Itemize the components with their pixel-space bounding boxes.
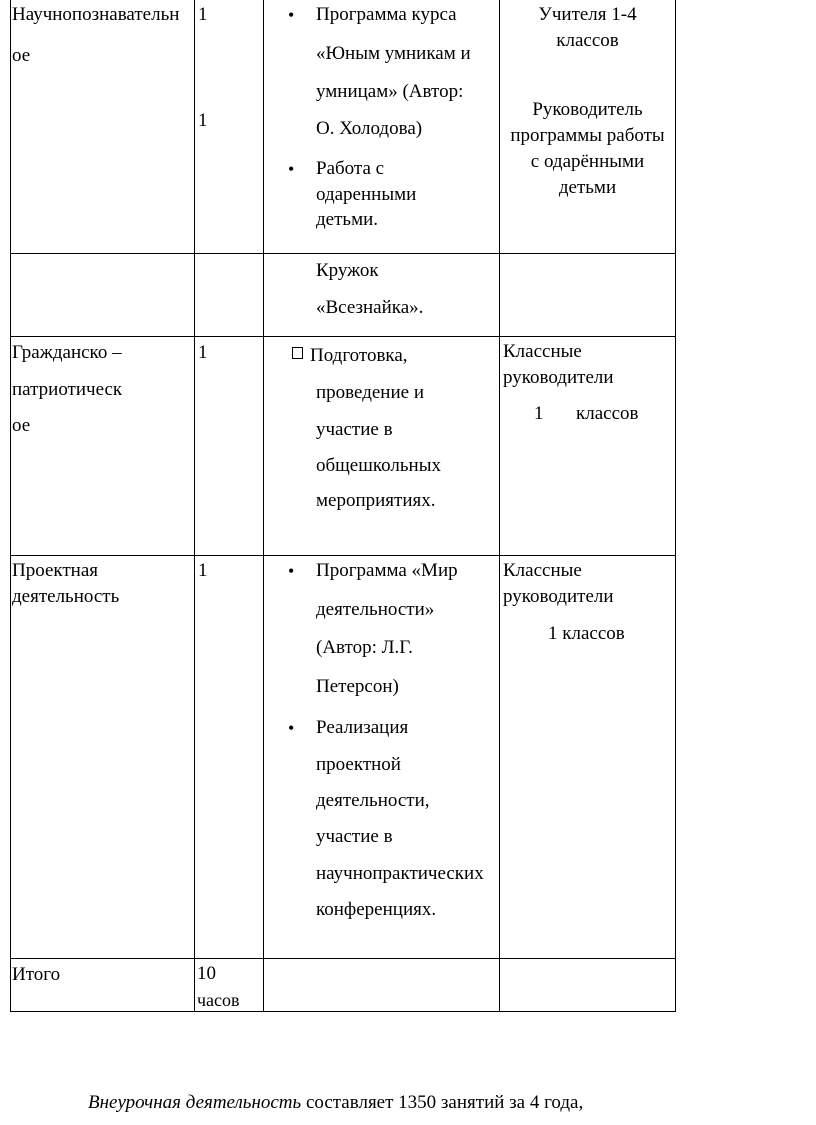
- table-border: [10, 958, 676, 959]
- activity-text: общешкольных: [316, 455, 441, 476]
- table-border: [10, 555, 676, 556]
- responsible-text: 1: [534, 403, 544, 424]
- bullet-icon: •: [288, 159, 295, 179]
- hours-cell-text: 1: [198, 4, 208, 25]
- table-border: [263, 0, 264, 1012]
- direction-cell-text: Проектная: [12, 560, 99, 581]
- activity-text: участие в: [316, 419, 393, 440]
- activity-text: Кружок: [316, 260, 379, 281]
- responsible-text: руководители: [503, 586, 614, 607]
- hours-cell-text: 1: [198, 342, 208, 363]
- activity-text: конференциях.: [316, 899, 437, 920]
- activity-text: детьми.: [316, 209, 379, 230]
- responsible-text: Классные: [503, 341, 582, 362]
- responsible-text: детьми: [558, 177, 617, 198]
- hours-cell-text: 1: [198, 560, 208, 581]
- direction-cell-text: ое: [12, 415, 31, 436]
- table-border: [194, 0, 195, 1012]
- table-border: [675, 0, 676, 1012]
- direction-cell-text: деятельность: [12, 586, 120, 607]
- activity-text: Подготовка,: [310, 345, 408, 366]
- bullet-icon: •: [288, 5, 295, 25]
- bullet-icon: •: [288, 561, 295, 581]
- total-hours: часов: [197, 990, 240, 1010]
- responsible-text: Учителя 1-4: [538, 4, 637, 25]
- activity-text: «Юным умникам и: [316, 43, 471, 64]
- table-border: [10, 253, 676, 254]
- hours-cell-text: 1: [198, 110, 208, 131]
- activity-text: Работа с: [316, 158, 385, 179]
- direction-cell-text: Научнопознавательн: [12, 4, 180, 25]
- total-hours: 10: [197, 963, 216, 984]
- responsible-text: программы работы: [510, 125, 665, 146]
- activity-text: «Всезнайка».: [316, 297, 424, 318]
- responsible-text: с одарёнными: [530, 151, 645, 172]
- activity-text: деятельности»: [316, 599, 435, 620]
- footer-text: составляет 1350 занятий за 4 года,: [301, 1092, 584, 1113]
- table-border: [10, 336, 676, 337]
- activity-text: научнопрактических: [316, 863, 484, 884]
- activity-text: умницам» (Автор:: [316, 81, 464, 102]
- responsible-text: Руководитель: [532, 99, 643, 120]
- activity-text: Программа курса: [316, 4, 457, 25]
- footer-paragraph: [88, 1092, 583, 1114]
- activity-text: Программа «Мир: [316, 560, 458, 581]
- activity-text: участие в: [316, 826, 393, 847]
- direction-cell-text: ое: [12, 45, 31, 66]
- activity-text: мероприятиях.: [316, 490, 436, 511]
- activity-text: деятельности,: [316, 790, 430, 811]
- responsible-text: Классные: [503, 560, 582, 581]
- table-border: [10, 1011, 676, 1012]
- activity-text: Петерсон): [316, 676, 399, 697]
- activity-text: Реализация: [316, 717, 409, 738]
- direction-cell-text: патриотическ: [12, 379, 123, 400]
- footer-italic-text: Внеурочная деятельность: [88, 1092, 302, 1113]
- activity-text: проектной: [316, 754, 401, 775]
- activity-text: О. Холодова): [316, 118, 423, 139]
- activity-text: одаренными: [316, 184, 417, 205]
- responsible-text: руководители: [503, 367, 614, 388]
- direction-cell-text: Гражданско –: [12, 342, 122, 363]
- responsible-text: классов: [576, 403, 639, 424]
- square-bullet-icon: [292, 347, 303, 359]
- bullet-icon: •: [288, 718, 295, 738]
- responsible-text: классов: [556, 30, 619, 51]
- activity-text: (Автор: Л.Г.: [316, 637, 413, 658]
- activity-text: проведение и: [316, 382, 424, 403]
- table-border: [10, 0, 11, 1012]
- total-label: Итого: [12, 964, 61, 985]
- responsible-text: 1 классов: [548, 623, 625, 644]
